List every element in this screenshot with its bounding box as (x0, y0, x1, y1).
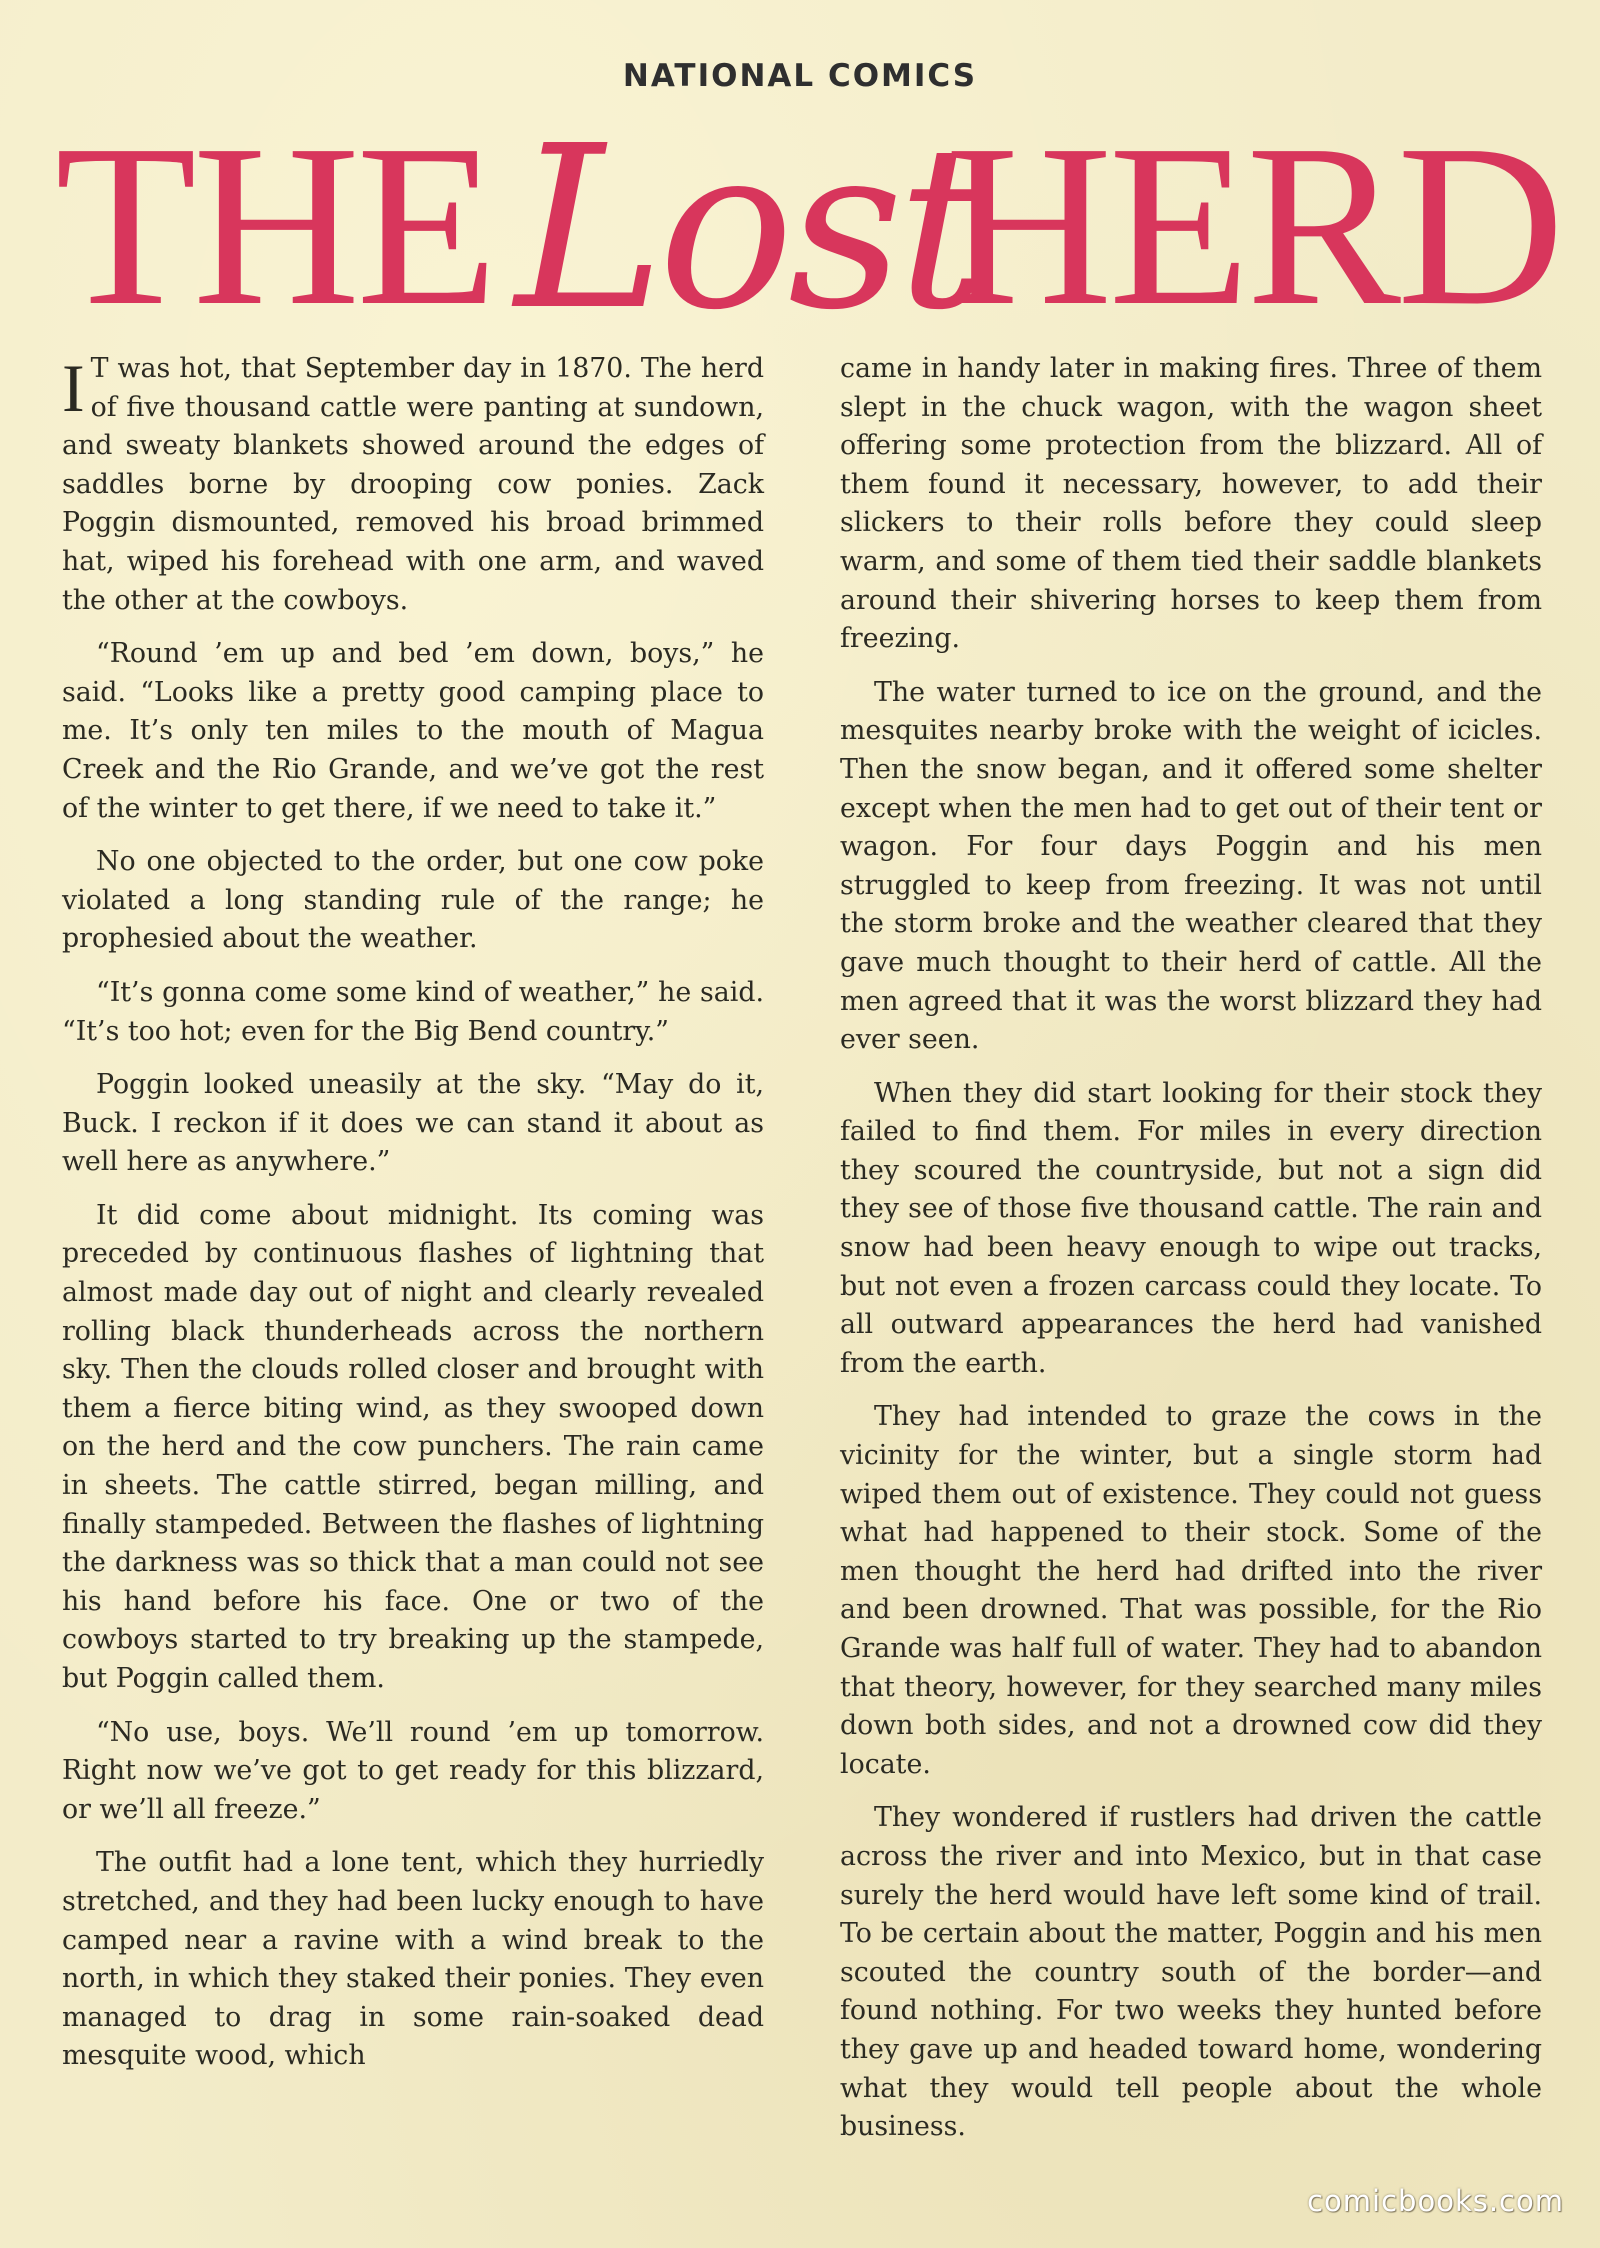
paragraph: When they did start looking for their stock they failed to find them. For miles in every direction they scoured the countryside, but not a sign did they see of those five thousand cattle. The rain and snow had been heavy enough to wipe out tracks, but not even a frozen carcass could they locate. To all outward appearances the herd had vanished from the earth. (840, 1077, 1542, 1379)
paragraph: It did come about midnight. Its coming was preceded by continuous flashes of lightning that almost made day out of night and clearly revealed rolling black thunderheads across the northern sky. Then the clouds rolled closer and brought with them a fierce biting wind, as they swooped down on the herd and the cow punchers. The rain came in sheets. The cattle stirred, began milling, and finally stampeded. Between the flashes of lightning the darkness was so thick that a man could not see his hand before his face. One or two of the cowboys started to try breaking up the stampede, but Poggin called them. (62, 1199, 764, 1694)
paragraph: “No use, boys. We’ll round ’em up tomorrow. Right now we’ve got to get ready for this blizzard, or we’ll all freeze.” (62, 1716, 764, 1825)
story-title (55, 97, 1565, 360)
paragraph: “Round ’em up and bed ’em down, boys,” he said. “Looks like a pretty good camping place to me. It’s only ten miles to the mouth of Magua Creek and the Rio Grande, and we’ve got the rest of the winter to get there, if we need to take it.” (62, 638, 764, 824)
left-column (62, 350, 764, 2091)
title-word-lost: Lost (515, 98, 982, 360)
paragraph: The outfit had a lone tent, which they hurriedly stretched, and they had been lucky enough to have camped near a ravine with a wind break to the north, in which they staked their ponies. They even managed to drag in some rain-soaked dead mesquite wood, which (62, 1847, 764, 2072)
article-body (0, 350, 1600, 2200)
title-word-herd: HERD (945, 97, 1561, 354)
drop-cap: I (62, 350, 85, 426)
paragraph-text: T was hot, that September day in 1870. The herd of five thousand cattle were panting at sundown, and sweaty blankets showed around the edges of saddles borne by drooping cow ponies. Zack Poggin dismounted, removed his broad brimmed hat, wiped his forehead with one arm, and waved the other at the cowboys. (62, 353, 764, 616)
right-column (840, 350, 1542, 2162)
paragraph: They wondered if rustlers had driven the cattle across the river and into Mexico, but in that case surely the herd would have left some kind of trail. To be certain about the matter, Poggin and his men scouted the country south of the border—and found nothing. For two weeks they hunted before they gave up and headed toward home, wondering what they would tell people about the whole business. (840, 1802, 1542, 2143)
paragraph: “It’s gonna come some kind of weather,” he said. “It’s too hot; even for the Big Bend country.” (62, 976, 764, 1047)
paragraph (62, 350, 764, 620)
paragraph: The water turned to ice on the ground, and the mesquites nearby broke with the weight of icicles. Then the snow began, and it offered some shelter except when the men had to get out of their tent or wagon. For four days Poggin and his men struggled to keep from freezing. It was not until the storm broke and the weather cleared that they gave much thought to their herd of cattle. All the men agreed that it was the worst blizzard they had ever seen. (840, 676, 1542, 1056)
watermark: comicbooks.com (1307, 2184, 1564, 2218)
masthead: NATIONAL COMICS (622, 58, 978, 94)
paragraph: They had intended to graze the cows in the vicinity for the winter, but a single storm had wiped them out of existence. They could not guess what had happened to their stock. Some of the men thought the herd had drifted into the river and been drowned. That was possible, for the Rio Grande was half full of water. They had to abandon that theory, however, for they searched many miles down both sides, and not a drowned cow did they locate. (840, 1401, 1542, 1780)
title-word-the: THE (55, 97, 494, 354)
paragraph: Poggin looked uneasily at the sky. “May do it, Buck. I reckon if it does we can stand it about as well here as anywhere.” (62, 1069, 764, 1178)
paragraph: No one objected to the order, but one cow poke violated a long standing rule of the range; he prophesied about the weather. (62, 846, 764, 955)
paragraph-continuation: came in handy later in making fires. Three of them slept in the chuck wagon, with the wagon sheet offering some protection from the blizzard. All of them found it necessary, however, to add their slickers to their rolls before they could sleep warm, and some of them tied their saddle blankets around their shivering horses to keep them from freezing. (840, 353, 1542, 655)
